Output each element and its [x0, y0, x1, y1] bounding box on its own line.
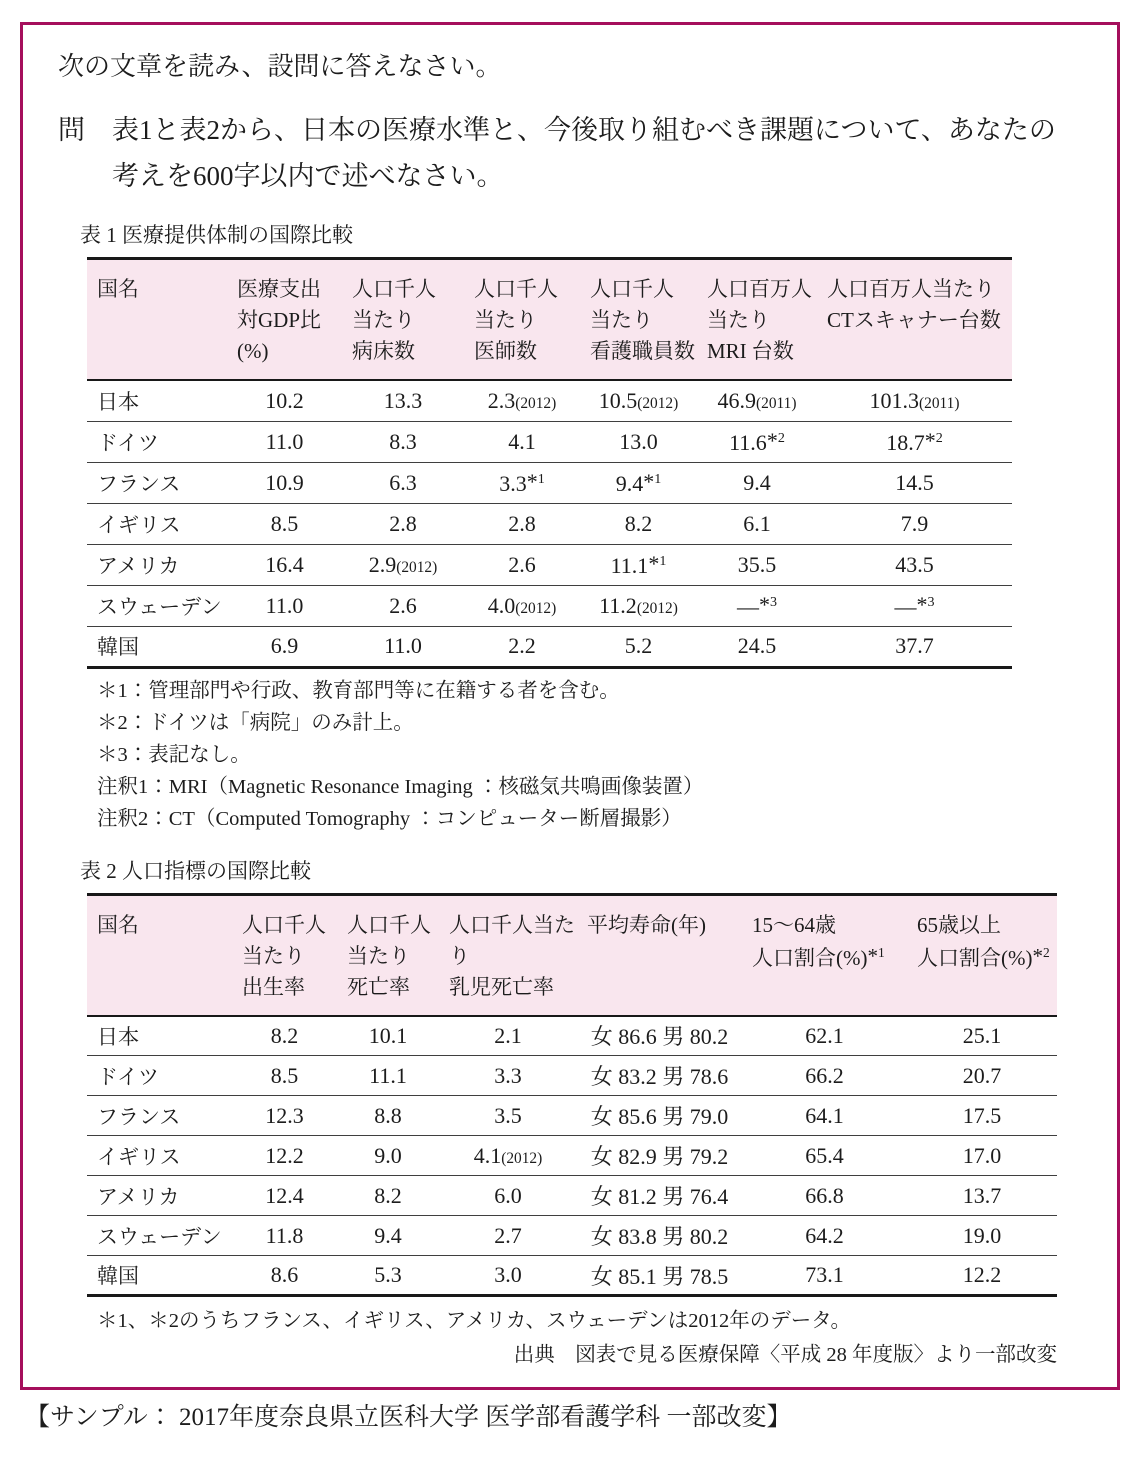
- value-cell: 8.2: [232, 1016, 337, 1056]
- value-cell: 6.3: [342, 462, 464, 503]
- column-header: 人口百万人 当たり MRI 台数: [697, 259, 817, 381]
- instruction-text: 次の文章を読み、設問に答えなさい。: [58, 52, 502, 81]
- table-row: [87, 1136, 1057, 1176]
- country-cell: ドイツ: [87, 421, 227, 462]
- table2-footnote: ＊1、＊2のうちフランス、イギリス、アメリカ、スウェーデンは2012年のデータ。: [97, 1310, 851, 1332]
- value-cell: —*$^3$: [697, 585, 817, 626]
- sample-caption: 【サンプル： 2017年度奈良県立医科大学 医学部看護学科 一部改変】: [25, 1404, 792, 1431]
- value-cell: 14.5: [817, 462, 1012, 503]
- value-cell: 10.1: [337, 1016, 439, 1056]
- value-cell: 11.2(2012): [580, 585, 697, 626]
- value-cell: 12.4: [232, 1176, 337, 1216]
- column-header: 人口千人 当たり 出生率: [232, 894, 337, 1016]
- table-row: [87, 585, 1012, 626]
- value-cell: 5.3: [337, 1256, 439, 1296]
- value-cell: 女 83.8 男 80.2: [577, 1216, 742, 1256]
- column-header: 国名: [87, 894, 232, 1016]
- value-cell: 20.7: [907, 1056, 1057, 1096]
- value-cell: 12.2: [907, 1256, 1057, 1296]
- country-cell: イギリス: [87, 1136, 232, 1176]
- question-label: 問: [58, 115, 85, 145]
- footnote-line: 注釈2：CT（Computed Tomography ：コンピューター断層撮影）: [97, 807, 682, 830]
- column-header: 人口千人 当たり 病床数: [342, 259, 464, 381]
- source-line: 出典 図表で見る医療保障〈平成 28 年度版〉より一部改変: [513, 1344, 1057, 1366]
- value-cell: 13.3: [342, 380, 464, 421]
- value-cell: 17.0: [907, 1136, 1057, 1176]
- value-cell: 2.2: [464, 626, 580, 667]
- value-cell: 37.7: [817, 626, 1012, 667]
- question-text: [112, 107, 1056, 199]
- value-cell: 25.1: [907, 1016, 1057, 1056]
- value-cell: 2.7: [439, 1216, 577, 1256]
- value-cell: 3.0: [439, 1256, 577, 1296]
- value-cell: 2.9(2012): [342, 544, 464, 585]
- value-cell: 3.5: [439, 1096, 577, 1136]
- value-cell: 9.0: [337, 1136, 439, 1176]
- value-cell: 12.2: [232, 1136, 337, 1176]
- country-cell: ドイツ: [87, 1056, 232, 1096]
- value-cell: 11.1*$^1$: [580, 544, 697, 585]
- value-cell: 2.8: [464, 503, 580, 544]
- column-header: 医療支出 対GDP比 (%): [227, 259, 342, 381]
- value-cell: 3.3: [439, 1056, 577, 1096]
- value-cell: 2.8: [342, 503, 464, 544]
- value-cell: 11.0: [227, 585, 342, 626]
- column-header: 人口百万人当たり CTスキャナー台数: [817, 259, 1012, 381]
- value-cell: 66.2: [742, 1056, 907, 1096]
- column-header: 15〜64歳 人口割合(%)*$^1$: [742, 894, 907, 1016]
- table-row: [87, 421, 1012, 462]
- value-cell: 女 86.6 男 80.2: [577, 1016, 742, 1056]
- value-cell: 7.9: [817, 503, 1012, 544]
- table-row: [87, 503, 1012, 544]
- country-cell: 韓国: [87, 626, 227, 667]
- value-cell: 女 85.6 男 79.0: [577, 1096, 742, 1136]
- value-cell: 66.8: [742, 1176, 907, 1216]
- value-cell: 12.3: [232, 1096, 337, 1136]
- footnote-line: ＊3：表記なし。: [97, 743, 251, 766]
- column-header: 人口千人 当たり 医師数: [464, 259, 580, 381]
- column-header: 国名: [87, 259, 227, 381]
- value-cell: 11.1: [337, 1056, 439, 1096]
- value-cell: 9.4: [697, 462, 817, 503]
- country-cell: 韓国: [87, 1256, 232, 1296]
- value-cell: —*$^3$: [817, 585, 1012, 626]
- value-cell: 8.5: [227, 503, 342, 544]
- table-row: [87, 1016, 1057, 1056]
- table-row: [87, 626, 1012, 667]
- value-cell: 13.0: [580, 421, 697, 462]
- value-cell: 43.5: [817, 544, 1012, 585]
- country-cell: アメリカ: [87, 1176, 232, 1216]
- value-cell: 2.1: [439, 1016, 577, 1056]
- value-cell: 9.4*$^1$: [580, 462, 697, 503]
- value-cell: 11.0: [227, 421, 342, 462]
- document-frame: [20, 22, 1120, 1390]
- value-cell: 5.2: [580, 626, 697, 667]
- column-header: 人口千人 当たり 死亡率: [337, 894, 439, 1016]
- value-cell: 6.1: [697, 503, 817, 544]
- table1-title: 表 1 医療提供体制の国際比較: [80, 223, 353, 247]
- value-cell: 女 82.9 男 79.2: [577, 1136, 742, 1176]
- footnote-line: ＊2：ドイツは「病院」のみ計上。: [97, 711, 414, 734]
- value-cell: 8.6: [232, 1256, 337, 1296]
- value-cell: 13.7: [907, 1176, 1057, 1216]
- value-cell: 62.1: [742, 1016, 907, 1056]
- value-cell: 11.6*$^2$: [697, 421, 817, 462]
- table-row: [87, 462, 1012, 503]
- country-cell: フランス: [87, 1096, 232, 1136]
- question-block: [58, 107, 1097, 199]
- question-line-1: 表1と表2から、日本の医療水準と、今後取り組むべき課題について、あなたの: [112, 115, 1056, 145]
- value-cell: 73.1: [742, 1256, 907, 1296]
- value-cell: 65.4: [742, 1136, 907, 1176]
- value-cell: 6.0: [439, 1176, 577, 1216]
- table1-header-row: [87, 259, 1012, 381]
- value-cell: 19.0: [907, 1216, 1057, 1256]
- table2-header-row: [87, 894, 1057, 1016]
- table-row: [87, 544, 1012, 585]
- value-cell: 46.9(2011): [697, 380, 817, 421]
- value-cell: 女 83.2 男 78.6: [577, 1056, 742, 1096]
- value-cell: 4.1(2012): [439, 1136, 577, 1176]
- country-cell: フランス: [87, 462, 227, 503]
- value-cell: 3.3*$^1$: [464, 462, 580, 503]
- country-cell: 日本: [87, 380, 227, 421]
- value-cell: 16.4: [227, 544, 342, 585]
- value-cell: 8.3: [342, 421, 464, 462]
- table-row: [87, 1056, 1057, 1096]
- value-cell: 35.5: [697, 544, 817, 585]
- value-cell: 10.2: [227, 380, 342, 421]
- column-header: 人口千人 当たり 看護職員数: [580, 259, 697, 381]
- value-cell: 64.1: [742, 1096, 907, 1136]
- table-row: [87, 1256, 1057, 1296]
- value-cell: 64.2: [742, 1216, 907, 1256]
- table-row: [87, 1216, 1057, 1256]
- value-cell: 2.6: [464, 544, 580, 585]
- value-cell: 2.3(2012): [464, 380, 580, 421]
- table-row: [87, 1176, 1057, 1216]
- column-header: 65歳以上 人口割合(%)*$^2$: [907, 894, 1057, 1016]
- value-cell: 8.2: [580, 503, 697, 544]
- value-cell: 女 85.1 男 78.5: [577, 1256, 742, 1296]
- value-cell: 8.2: [337, 1176, 439, 1216]
- value-cell: 11.0: [342, 626, 464, 667]
- value-cell: 101.3(2011): [817, 380, 1012, 421]
- country-cell: スウェーデン: [87, 585, 227, 626]
- table2-title: 表 2 人口指標の国際比較: [80, 858, 311, 883]
- footnote-line: 注釈1：MRI（Magnetic Resonance Imaging ：核磁気共鳴画像装置）: [97, 775, 704, 798]
- column-header: 人口千人当たり 乳児死亡率: [439, 894, 577, 1016]
- value-cell: 4.1: [464, 421, 580, 462]
- value-cell: 4.0(2012): [464, 585, 580, 626]
- country-cell: アメリカ: [87, 544, 227, 585]
- table-row: [87, 1096, 1057, 1136]
- table1-footnotes: [97, 675, 1097, 835]
- country-cell: イギリス: [87, 503, 227, 544]
- table1-medical-provision: [87, 257, 1012, 669]
- column-header: 平均寿命(年): [577, 894, 742, 1016]
- footnote-line: ＊1：管理部門や行政、教育部門等に在籍する者を含む。: [97, 679, 620, 702]
- question-line-2: 考えを600字以内で述べなさい。: [112, 161, 504, 191]
- table-row: [87, 380, 1012, 421]
- table2-population-indicators: [87, 893, 1057, 1298]
- value-cell: 10.9: [227, 462, 342, 503]
- value-cell: 8.8: [337, 1096, 439, 1136]
- value-cell: 6.9: [227, 626, 342, 667]
- value-cell: 18.7*$^2$: [817, 421, 1012, 462]
- value-cell: 女 81.2 男 76.4: [577, 1176, 742, 1216]
- value-cell: 2.6: [342, 585, 464, 626]
- value-cell: 10.5(2012): [580, 380, 697, 421]
- value-cell: 11.8: [232, 1216, 337, 1256]
- value-cell: 8.5: [232, 1056, 337, 1096]
- value-cell: 9.4: [337, 1216, 439, 1256]
- value-cell: 17.5: [907, 1096, 1057, 1136]
- country-cell: スウェーデン: [87, 1216, 232, 1256]
- value-cell: 24.5: [697, 626, 817, 667]
- country-cell: 日本: [87, 1016, 232, 1056]
